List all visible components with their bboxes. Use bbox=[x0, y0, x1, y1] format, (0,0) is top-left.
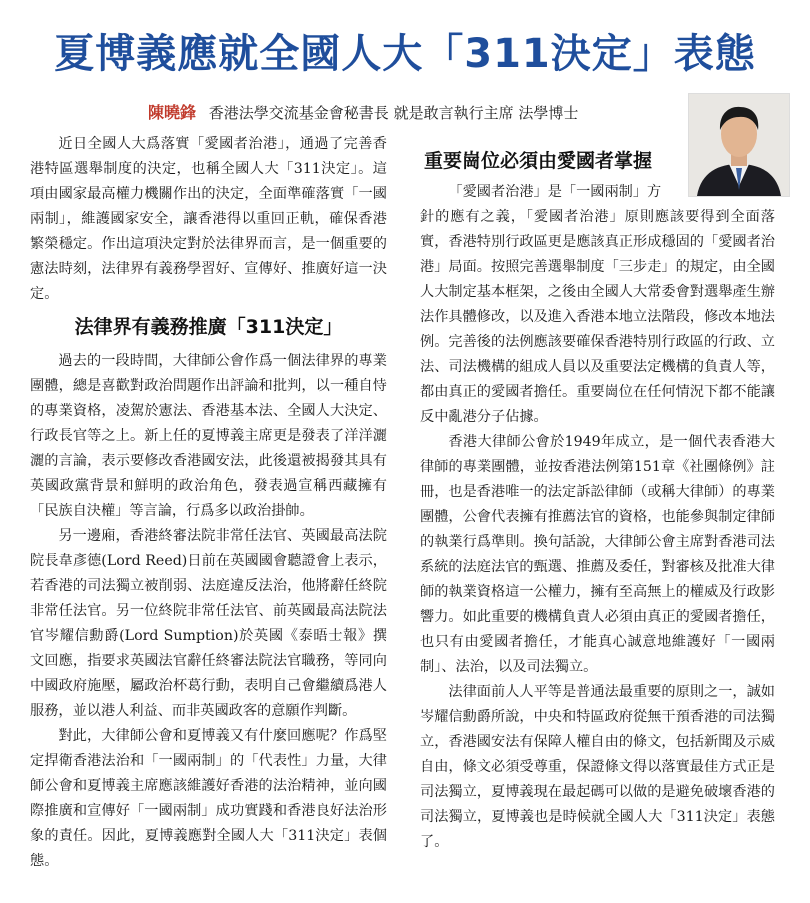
left-column bbox=[30, 132, 387, 874]
headline: 夏博義應就全國人大「311決定」表態 bbox=[54, 31, 756, 77]
paragraph: 過去的一段時間，大律師公會作爲一個法律界的專業團體，總是喜歡對政治問題作出評論和批判，以一種自恃的專業資格，凌駕於憲法、香港基本法、全國人大決定、行政長官等之上。新上任的夏博義主席更是發表了洋洋灑灑的言論，表示要修改香港國安法，此後還被揭發其具有英國政黨背景和鮮明的政治角色，發表過宣稱西藏擁有「民族自決權」等言論，行爲多以政治掛帥。 bbox=[30, 353, 387, 519]
paragraph: 法律面前人人平等是普通法最重要的原則之一，誠如岑耀信勳爵所說，中央和特區政府從無干預香港的司法獨立，香港國安法有保障人權自由的條文，包括新聞及示威自由，條文必須受尊重，保證條文得以落實最佳方式正是司法獨立，夏博義現在最起碼可以做的是避免破壞香港的司法獨立，夏博義也是時候就全國人大「311決定」表態了。 bbox=[420, 684, 775, 850]
author-titles: 香港法學交流基金會秘書長 就是敢言執行主席 法學博士 bbox=[208, 104, 579, 122]
byline bbox=[148, 100, 578, 123]
author-name: 陳曉鋒 bbox=[148, 103, 197, 122]
intro-paragraph: 近日全國人大爲落實「愛國者治港」，通過了完善香港特區選舉制度的決定，也稱全國人大「311決定」。這項由國家最高權力機關作出的決定，全面準確落實「一國兩制」，維護國家安全，讓香港得以重回正軌，確保香港繁榮穩定。作出這項決定對於法律界而言，是一個重要的憲法時刻，法律界有義務學習好、宣傳好、推廣好這一決定。 bbox=[30, 136, 387, 302]
paragraph: 香港大律師公會於1949年成立，是一個代表香港大律師的專業團體，並按香港法例第151章《社團條例》註冊，也是香港唯一的法定訴訟律師（或稱大律師）的專業團體，公會代表擁有推薦法官的資格，也能參與制定律師的執業行爲準則。換句話說，大律師公會主席對香港司法系統的法庭法官的甄選、推薦及委任，對審核及批准大律師的執業資格這一公權力，擁有至高無上的權威及行政影響力。如此重要的機構負責人必須由真正的愛國者擔任，也只有由愛國者擔任，才能真心誠意地維護好「一國兩制」、法治，以及司法獨立。 bbox=[420, 434, 775, 675]
right-column bbox=[420, 180, 775, 855]
section-heading-2: 重要崗位必須由愛國者掌握 bbox=[424, 150, 653, 172]
paragraph: 對此，大律師公會和夏博義又有什麼回應呢？作爲堅定捍衛香港法治和「一國兩制」的「代表性」力量，大律師公會和夏博義主席應該維護好香港的法治精神，並向國際推廣和宣傳好「一國兩制」成功實踐和香港良好法治形象的責任。因此，夏博義應對全國人大「311決定」表個態。 bbox=[30, 728, 387, 869]
section-heading-1: 法律界有義務推廣「311決定」 bbox=[74, 316, 343, 338]
paragraph: 「愛國者治港」是「一國兩制」方 bbox=[448, 184, 662, 200]
paragraph: 另一邊廂，香港終審法院非常任法官、英國最高法院院長韋彥德(Lord Reed)日前在英國國會聽證會上表示，若香港的司法獨立被削弱、法庭違反法治，他將辭任終院非常任法官。另一位終院非常任法官、前英國最高法院法官岑耀信勳爵(Lord Sumption)於英國《泰晤士報》撰文回應，指要求英國法官辭任終審法院法官職務，等同向中國政府施壓，屬政治杯葛行動，表明自己會繼續爲港人服務，並以港人利益、而非英國政客的意願作判斷。 bbox=[30, 528, 387, 719]
paragraph: 針的應有之義，「愛國者治港」原則應該要得到全面落實，香港特別行政區更是應該真正形成穩固的「愛國者治港」局面。按照完善選舉制度「三步走」的規定，由全國人大制定基本框架，之後由全國人大常委會對選舉產生辦法作具體修改，以及進入香港本地立法階段，修改本地法例。完善後的法例應該要確保香港特別行政區的行政、立法、司法機構的組成人員以及重要法定機構的負責人等，都由真正的愛國者擔任。重要崗位在任何情況下都不能讓反中亂港分子佔據。 bbox=[420, 209, 775, 425]
